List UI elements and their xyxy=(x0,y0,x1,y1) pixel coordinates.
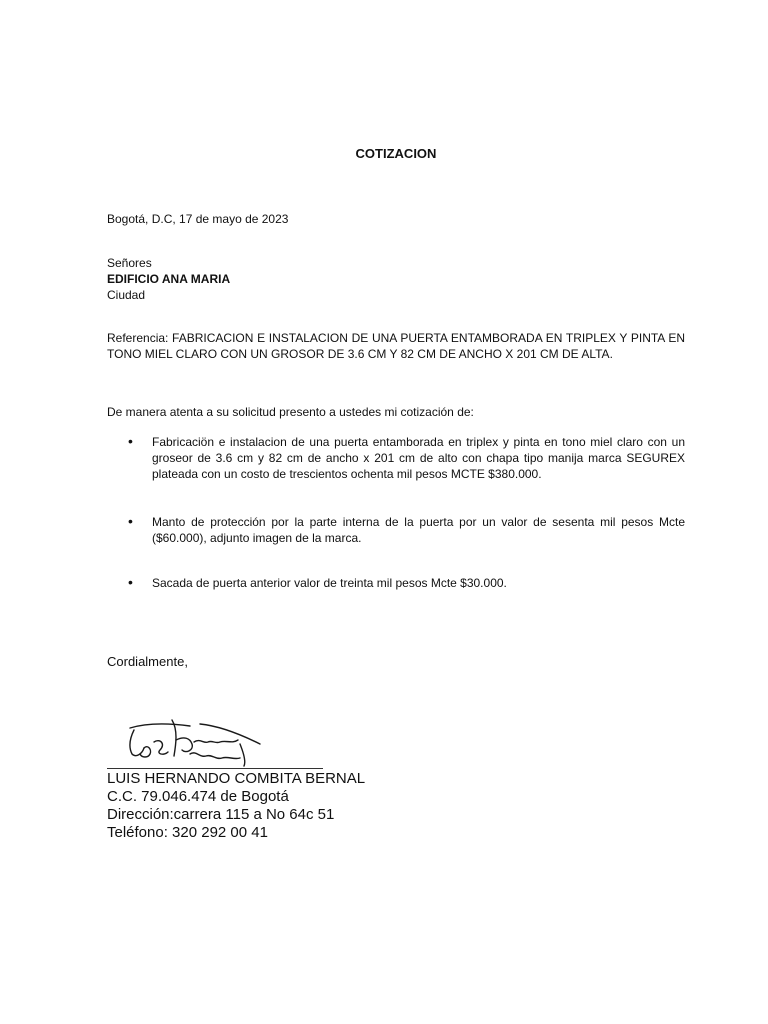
quote-item-2: Manto de protección por la parte interna de la puerta por un valor de sesenta mil pesos Mcte ($60.000), adjunto imagen de la marca. xyxy=(152,515,685,545)
date-line: Bogotá, D.C, 17 de mayo de 2023 xyxy=(107,212,289,226)
recipient-city: Ciudad xyxy=(107,288,146,302)
intro-paragraph: De manera atenta a su solicitud presento a ustedes mi cotización de: xyxy=(107,405,474,419)
handwritten-signature xyxy=(120,714,270,774)
signer-name: LUIS HERNANDO COMBITA BERNAL xyxy=(107,770,366,787)
document-title: COTIZACION xyxy=(355,146,437,161)
signer-id: C.C. 79.046.474 de Bogotá xyxy=(107,788,289,805)
reference-paragraph: Referencia: FABRICACION E INSTALACION DE UNA PUERTA ENTAMBORADA EN TRIPLEX Y PINTA EN TONO MIEL CLARO CON UN GROSOR DE 3.6 CM Y 82 CM DE ANCHO X 201 CM DE ALTA. xyxy=(107,331,685,361)
quote-item-3: Sacada de puerta anterior valor de treinta mil pesos Mcte $30.000. xyxy=(152,576,507,590)
bullet-icon: • xyxy=(128,513,133,529)
signature-line xyxy=(107,768,323,769)
bullet-icon: • xyxy=(128,433,133,449)
quote-item-1: Fabricaciön e instalacion de una puerta entamborada en triplex y pinta en tono miel claro con un groseor de 3.6 cm y 82 cm de ancho x 201 cm de alto con chapa tipo manija marca SEGUREX plateada con un costo de trescientos ochenta mil pesos MCTE $380.000. xyxy=(152,435,685,481)
bullet-icon: • xyxy=(128,574,133,590)
recipient-name: EDIFICIO ANA MARIA xyxy=(107,272,231,286)
closing-line: Cordialmente, xyxy=(107,654,188,669)
signer-phone: Teléfono: 320 292 00 41 xyxy=(107,824,268,841)
signer-address: Dirección:carrera 115 a No 64c 51 xyxy=(107,806,335,823)
recipient-salutation: Señores xyxy=(107,256,152,270)
